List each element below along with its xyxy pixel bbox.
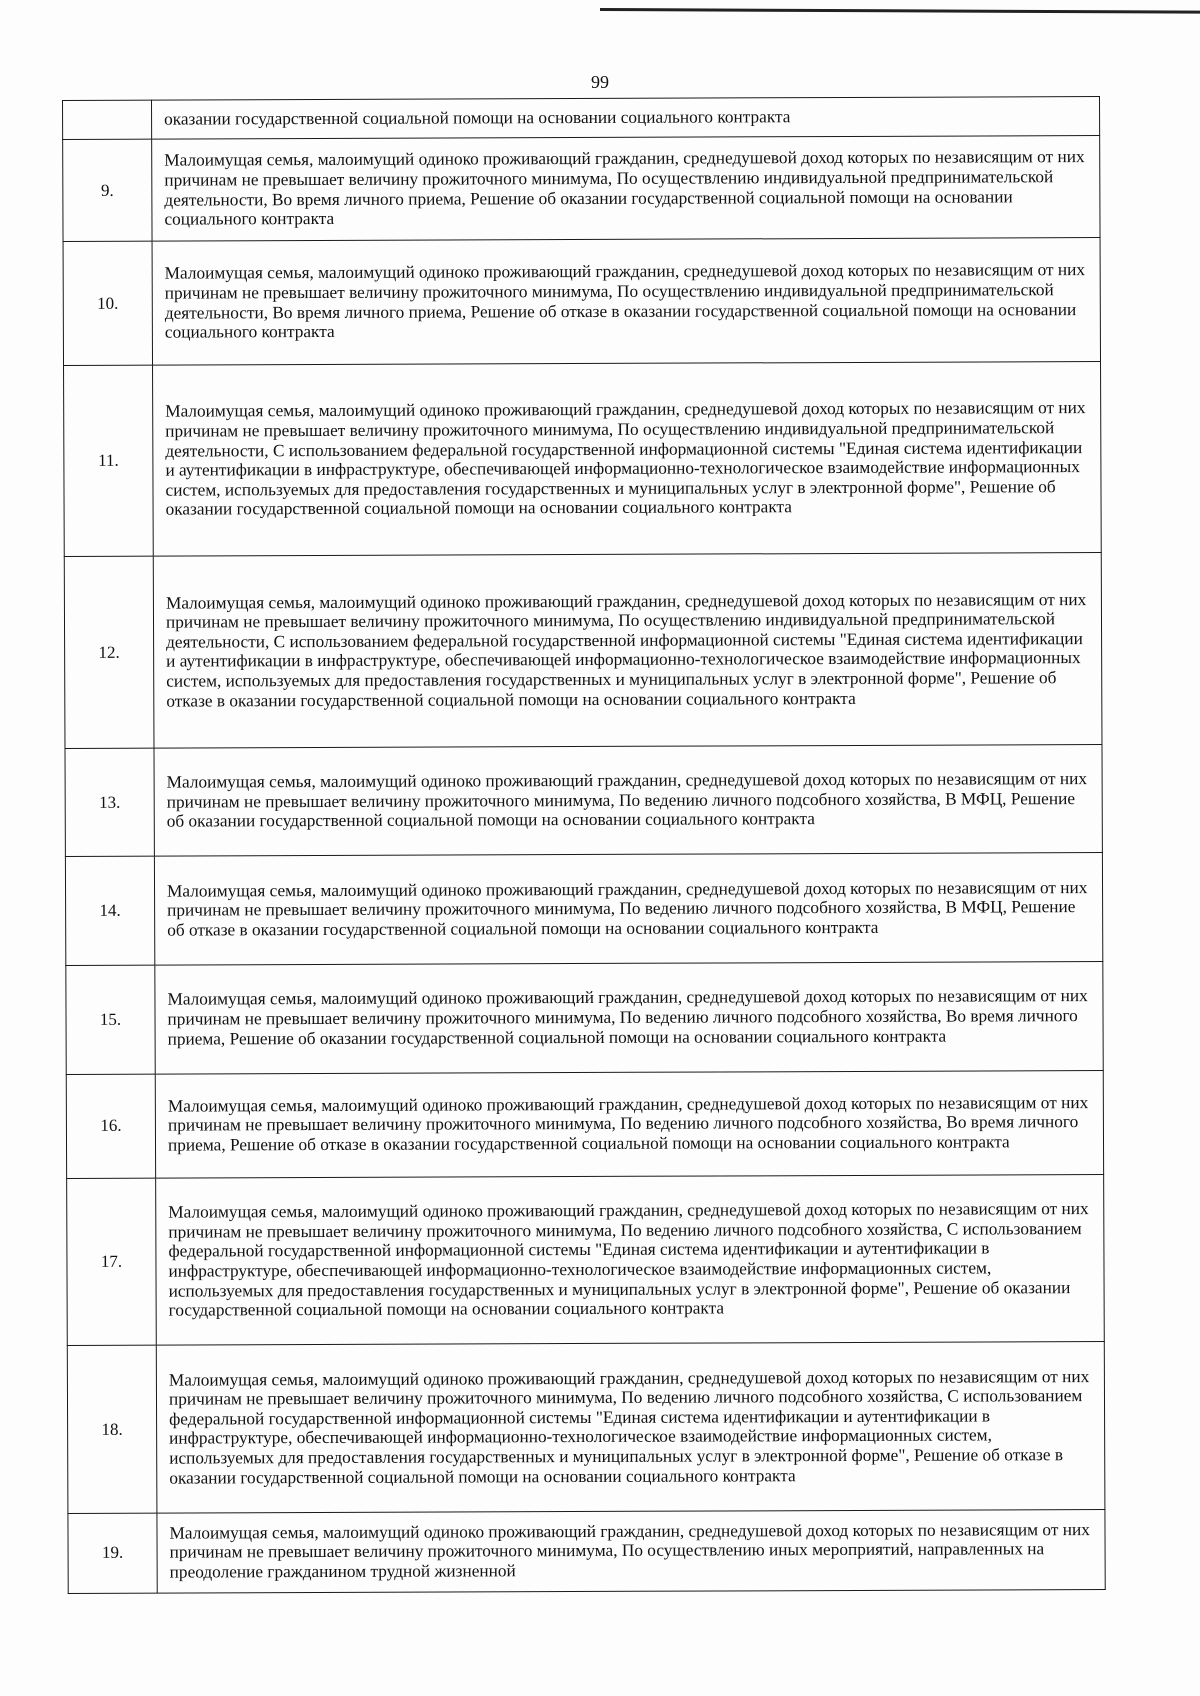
row-number: 18.: [67, 1345, 157, 1513]
table-row: [64, 362, 1102, 557]
row-number: 14.: [65, 856, 154, 965]
table-row: [65, 744, 1102, 857]
row-text: Малоимущая семья, малоимущий одиноко проживающий гражданин, среднедушевой доход которых по независящим от них причинам не превышает величину прожиточного минимума, По ведению личного подсобного хозяйства, Во время личного приема, Решение об оказании государственной социальной помощи на основании социального контракта: [155, 961, 1103, 1073]
table-row: [64, 553, 1102, 748]
row-text: Малоимущая семья, малоимущий одиноко проживающий гражданин, среднедушевой доход которых по независящим от них причинам не превышает величину прожиточного минимума, По ведению личного подсобного хозяйства, В МФЦ, Решение об отказе в оказании государственной социальной помощи на основании социального контракта: [154, 853, 1102, 965]
row-number: 16.: [66, 1074, 155, 1179]
row-number: 15.: [66, 965, 155, 1074]
table-row: [66, 1070, 1103, 1178]
table-row: [67, 1342, 1105, 1513]
table-row: [68, 1509, 1105, 1593]
row-number: [63, 100, 152, 139]
table-row: [63, 97, 1100, 140]
row-text: оказании государственной социальной помощи на основании социального контракта: [152, 97, 1100, 140]
page-number: 99: [591, 72, 609, 92]
table-row: [63, 238, 1100, 366]
top-rule: [600, 8, 1200, 14]
row-number: 10.: [63, 241, 152, 365]
row-text: Малоимущая семья, малоимущий одиноко проживающий гражданин, среднедушевой доход которых по независящим от них причинам не превышает величину прожиточного минимума, По осуществлению иных мероприятий, направленных на преодоление гражданином трудной жизненной: [157, 1509, 1105, 1593]
row-text: Малоимущая семья, малоимущий одиноко проживающий гражданин, среднедушевой доход которых по независящим от них причинам не превышает величину прожиточного минимума, По осуществлению индивидуальной предпринимательской деятельности, С использованием федеральной государственной информационной системы "Единая система идентификации и аутентификации в инфраструктуре, обеспечивающей информационно-технологическое взаимодействие информационных систем, используемых для предоставления государственных и муниципальных услуг в электронной форме", Решение об оказании государственной социальной помощи на основании социального контракта: [153, 362, 1102, 557]
row-number: 13.: [65, 748, 154, 857]
table-row: [63, 136, 1100, 242]
row-number: 12.: [64, 556, 154, 748]
table-row: [67, 1174, 1105, 1345]
row-text: Малоимущая семья, малоимущий одиноко проживающий гражданин, среднедушевой доход которых по независящим от них причинам не превышает величину прожиточного минимума, По ведению личного подсобного хозяйства, Во время личного приема, Решение об отказе в оказании государственной социальной помощи на основании социального контракта: [155, 1070, 1103, 1178]
row-text: Малоимущая семья, малоимущий одиноко проживающий гражданин, среднедушевой доход которых по независящим от них причинам не превышает величину прожиточного минимума, По ведению личного подсобного хозяйства, В МФЦ, Решение об оказании государственной социальной помощи на основании социального контракта: [154, 744, 1102, 856]
row-text: Малоимущая семья, малоимущий одиноко проживающий гражданин, среднедушевой доход которых по независящим от них причинам не превышает величину прожиточного минимума, По осуществлению индивидуальной предпринимательской деятельности, С использованием федеральной государственной информационной системы "Единая система идентификации и аутентификации в инфраструктуре, обеспечивающей информационно-технологическое взаимодействие информационных систем, используемых для предоставления государственных и муниципальных услуг в электронной форме", Решение об отказе в оказании государственной социальной помощи на основании социального контракта: [153, 553, 1102, 748]
row-text: Малоимущая семья, малоимущий одиноко проживающий гражданин, среднедушевой доход которых по независящим от них причинам не превышает величину прожиточного минимума, По осуществлению индивидуальной предпринимательской деятельности, Во время личного приема, Решение об отказе в оказании государственной социальной помощи на основании социального контракта: [152, 238, 1100, 365]
row-text: Малоимущая семья, малоимущий одиноко проживающий гражданин, среднедушевой доход которых по независящим от них причинам не превышает величину прожиточного минимума, По осуществлению индивидуальной предпринимательской деятельности, Во время личного приема, Решение об оказании государственной социальной помощи на основании социального контракта: [152, 136, 1100, 242]
table-row: [66, 961, 1103, 1074]
row-number: 9.: [63, 139, 152, 241]
row-text: Малоимущая семья, малоимущий одиноко проживающий гражданин, среднедушевой доход которых по независящим от них причинам не превышает величину прожиточного минимума, По ведению личного подсобного хозяйства, С использованием федеральной государственной информационной системы "Единая система идентификации и аутентификации в инфраструктуре, обеспечивающей информационно-технологическое взаимодействие информационных систем, используемых для предоставления государственных и муниципальных услуг в электронной форме", Решение об оказании государственной социальной помощи на основании социального контракта: [156, 1174, 1105, 1345]
row-number: 17.: [67, 1178, 157, 1346]
row-number: 11.: [64, 365, 154, 557]
table-container: [62, 96, 1106, 1594]
row-text: Малоимущая семья, малоимущий одиноко проживающий гражданин, среднедушевой доход которых по независящим от них причинам не превышает величину прожиточного минимума, По ведению личного подсобного хозяйства, С использованием федеральной государственной информационной системы "Единая система идентификации и аутентификации в инфраструктуре, обеспечивающей информационно-технологическое взаимодействие информационных систем, используемых для предоставления государственных и муниципальных услуг в электронной форме", Решение об отказе в оказании государственной социальной помощи на основании социального контракта: [156, 1342, 1105, 1513]
row-number: 19.: [68, 1513, 157, 1594]
services-table: [62, 96, 1106, 1594]
table-row: [65, 853, 1102, 966]
